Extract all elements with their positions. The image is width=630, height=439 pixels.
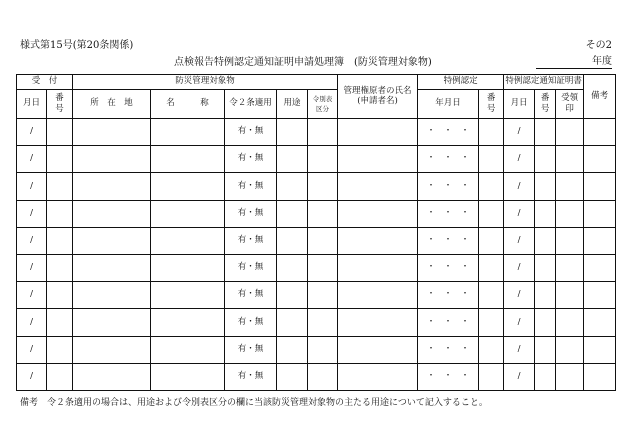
cell-date[interactable]: / — [17, 309, 47, 336]
cell-special-number[interactable] — [479, 254, 504, 281]
cell-cert-date[interactable]: / — [504, 119, 535, 146]
cell-location[interactable] — [73, 363, 151, 390]
table-row — [17, 119, 616, 146]
table-row — [17, 146, 616, 173]
cell-number[interactable] — [47, 173, 73, 200]
cell-special-number[interactable] — [479, 173, 504, 200]
cell-cert-date[interactable]: / — [504, 200, 535, 227]
form-number: 様式第15号(第20条関係) — [20, 40, 134, 51]
cell-number[interactable] — [47, 146, 73, 173]
cell-date[interactable]: / — [17, 254, 47, 281]
header-special-date: 年月日 — [418, 90, 479, 119]
cell-cert-date[interactable]: / — [504, 173, 535, 200]
header-classification-bottom: 区分 — [316, 105, 330, 113]
cell-receipt[interactable] — [556, 309, 584, 336]
cell-use[interactable] — [277, 309, 308, 336]
cell-use[interactable] — [277, 363, 308, 390]
cell-cert-date[interactable]: / — [504, 254, 535, 281]
cell-cert-number[interactable] — [535, 336, 556, 363]
cell-special-number[interactable] — [479, 309, 504, 336]
cell-use[interactable] — [277, 173, 308, 200]
cell-location[interactable] — [73, 309, 151, 336]
cell-special-number[interactable] — [479, 227, 504, 254]
cell-manager[interactable] — [338, 227, 418, 254]
cell-special-date[interactable]: ・ ・ ・ — [418, 282, 479, 309]
cell-cert-number[interactable] — [535, 146, 556, 173]
cell-use[interactable] — [277, 254, 308, 281]
cell-cert-number[interactable] — [535, 119, 556, 146]
cell-location[interactable] — [73, 119, 151, 146]
cell-cert-number[interactable] — [535, 363, 556, 390]
cell-cert-number[interactable] — [535, 282, 556, 309]
header-special-certification: 特例認定 — [418, 75, 504, 90]
cell-classification[interactable] — [308, 282, 338, 309]
table-row — [17, 336, 616, 363]
cell-article2[interactable]: 有・無 — [225, 200, 277, 227]
cell-special-date[interactable]: ・ ・ ・ — [418, 200, 479, 227]
sheet-number: その2 — [585, 40, 612, 51]
header-number — [47, 90, 73, 119]
header-cert-number-top: 番 — [540, 92, 550, 103]
cell-special-date[interactable]: ・ ・ ・ — [418, 336, 479, 363]
cell-article2[interactable]: 有・無 — [225, 119, 277, 146]
header-manager-name — [338, 75, 418, 119]
cell-receipt[interactable] — [556, 282, 584, 309]
cell-special-number[interactable] — [479, 336, 504, 363]
cell-classification[interactable] — [308, 200, 338, 227]
cell-special-number[interactable] — [479, 119, 504, 146]
cell-date[interactable]: / — [17, 200, 47, 227]
cell-article2[interactable]: 有・無 — [225, 254, 277, 281]
cell-name[interactable] — [151, 309, 225, 336]
cell-name[interactable] — [151, 119, 225, 146]
page-title — [174, 53, 432, 68]
header-cert-number-bottom: 号 — [540, 104, 550, 114]
cell-cert-number[interactable] — [535, 254, 556, 281]
cell-cert-date[interactable]: / — [504, 309, 535, 336]
cell-cert-date[interactable]: / — [504, 336, 535, 363]
header-special-number-bottom: 号 — [486, 104, 496, 114]
cell-name[interactable] — [151, 146, 225, 173]
cell-cert-number[interactable] — [535, 309, 556, 336]
fiscal-year-field: 年度 — [536, 52, 612, 69]
cell-cert-date[interactable]: / — [504, 282, 535, 309]
cell-manager[interactable] — [338, 200, 418, 227]
cell-manager[interactable] — [338, 282, 418, 309]
cell-location[interactable] — [73, 227, 151, 254]
table-row — [17, 254, 616, 281]
cell-special-number[interactable] — [479, 200, 504, 227]
register-table — [16, 74, 616, 391]
cell-remarks[interactable] — [584, 227, 616, 254]
header-location: 所 在 地 — [73, 90, 151, 119]
cell-special-number[interactable] — [479, 282, 504, 309]
cell-special-date[interactable]: ・ ・ ・ — [418, 363, 479, 390]
cell-date[interactable]: / — [17, 119, 47, 146]
cell-article2[interactable]: 有・無 — [225, 173, 277, 200]
cell-cert-date[interactable]: / — [504, 227, 535, 254]
cell-special-date[interactable]: ・ ・ ・ — [418, 227, 479, 254]
cell-remarks[interactable] — [584, 200, 616, 227]
cell-date[interactable]: / — [17, 146, 47, 173]
cell-receipt[interactable] — [556, 173, 584, 200]
cell-cert-date[interactable]: / — [504, 363, 535, 390]
header-number-bottom: 号 — [55, 104, 64, 114]
cell-number[interactable] — [47, 282, 73, 309]
cell-special-date[interactable]: ・ ・ ・ — [418, 173, 479, 200]
cell-special-number[interactable] — [479, 363, 504, 390]
register-table-container — [16, 74, 615, 390]
cell-receipt[interactable] — [556, 363, 584, 390]
header-use: 用途 — [277, 90, 308, 119]
header-special-number-top: 番 — [486, 92, 496, 103]
cell-cert-number[interactable] — [535, 200, 556, 227]
title-main: 点検報告特例認定通知証明申請処理簿 — [174, 57, 344, 68]
cell-article2[interactable]: 有・無 — [225, 309, 277, 336]
cell-special-date[interactable]: ・ ・ ・ — [418, 119, 479, 146]
cell-location[interactable] — [73, 173, 151, 200]
cell-article2[interactable]: 有・無 — [225, 363, 277, 390]
header-remarks: 備考 — [584, 75, 616, 119]
cell-use[interactable] — [277, 282, 308, 309]
header-cert-month-day: 月日 — [504, 90, 535, 119]
cell-use[interactable] — [277, 146, 308, 173]
cell-special-date[interactable]: ・ ・ ・ — [418, 146, 479, 173]
header-receipt-top: 受領 — [561, 92, 579, 103]
cell-number[interactable] — [47, 200, 73, 227]
cell-article2[interactable]: 有・無 — [225, 227, 277, 254]
cell-receipt[interactable] — [556, 146, 584, 173]
cell-name[interactable] — [151, 336, 225, 363]
cell-manager[interactable] — [338, 254, 418, 281]
cell-classification[interactable] — [308, 254, 338, 281]
table-row — [17, 363, 616, 390]
cell-remarks[interactable] — [584, 254, 616, 281]
cell-classification[interactable] — [308, 173, 338, 200]
cell-article2[interactable]: 有・無 — [225, 336, 277, 363]
cell-name[interactable] — [151, 363, 225, 390]
header-classification — [308, 90, 338, 119]
cell-use[interactable] — [277, 200, 308, 227]
cell-remarks[interactable] — [584, 119, 616, 146]
cell-date[interactable]: / — [17, 227, 47, 254]
cell-special-date[interactable]: ・ ・ ・ — [418, 254, 479, 281]
cell-cert-number[interactable] — [535, 227, 556, 254]
cell-classification[interactable] — [308, 309, 338, 336]
header-reception: 受 付 — [17, 75, 73, 90]
cell-manager[interactable] — [338, 119, 418, 146]
table-row — [17, 200, 616, 227]
header-number-top: 番 — [55, 92, 64, 103]
table-row — [17, 282, 616, 309]
cell-location[interactable] — [73, 200, 151, 227]
cell-special-date[interactable]: ・ ・ ・ — [418, 309, 479, 336]
header-receipt-seal — [556, 90, 584, 119]
cell-classification[interactable] — [308, 146, 338, 173]
header-receipt-bottom: 印 — [565, 104, 574, 114]
header-target-object: 防災管理対象物 — [73, 75, 338, 90]
cell-classification[interactable] — [308, 119, 338, 146]
header-cert-number — [535, 90, 556, 119]
cell-name[interactable] — [151, 282, 225, 309]
cell-receipt[interactable] — [556, 254, 584, 281]
table-row — [17, 173, 616, 200]
cell-remarks[interactable] — [584, 146, 616, 173]
cell-number[interactable] — [47, 254, 73, 281]
header-special-number — [479, 90, 504, 119]
cell-location[interactable] — [73, 146, 151, 173]
cell-date[interactable]: / — [17, 363, 47, 390]
cell-manager[interactable] — [338, 363, 418, 390]
cell-remarks[interactable] — [584, 309, 616, 336]
header-applicant-label: (申請者名) — [357, 95, 398, 106]
header-certificate-document: 特例認定通知証明書 — [504, 75, 584, 90]
cell-cert-date[interactable]: / — [504, 146, 535, 173]
cell-number[interactable] — [47, 119, 73, 146]
footnote: 備考 令２条適用の場合は、用途および令別表区分の欄に当該防災管理対象物の主たる用途について記入すること。 — [20, 398, 488, 408]
table-row — [17, 227, 616, 254]
cell-name[interactable] — [151, 173, 225, 200]
cell-number[interactable] — [47, 363, 73, 390]
cell-number[interactable] — [47, 336, 73, 363]
cell-cert-number[interactable] — [535, 173, 556, 200]
cell-receipt[interactable] — [556, 227, 584, 254]
cell-manager[interactable] — [338, 336, 418, 363]
cell-classification[interactable] — [308, 336, 338, 363]
cell-use[interactable] — [277, 119, 308, 146]
cell-name[interactable] — [151, 200, 225, 227]
cell-use[interactable] — [277, 227, 308, 254]
cell-manager[interactable] — [338, 173, 418, 200]
cell-number[interactable] — [47, 227, 73, 254]
cell-article2[interactable]: 有・無 — [225, 282, 277, 309]
cell-remarks[interactable] — [584, 336, 616, 363]
cell-date[interactable]: / — [17, 282, 47, 309]
cell-number[interactable] — [47, 309, 73, 336]
header-name: 名 称 — [151, 90, 225, 119]
cell-receipt[interactable] — [556, 336, 584, 363]
cell-remarks[interactable] — [584, 363, 616, 390]
cell-location[interactable] — [73, 282, 151, 309]
cell-remarks[interactable] — [584, 173, 616, 200]
cell-location[interactable] — [73, 254, 151, 281]
cell-location[interactable] — [73, 336, 151, 363]
cell-use[interactable] — [277, 336, 308, 363]
header-article2: 令２条適用 — [225, 90, 277, 119]
header-manager-label: 管理権原者の氏名 — [343, 85, 412, 96]
header-month-day: 月日 — [17, 90, 47, 119]
cell-manager[interactable] — [338, 146, 418, 173]
cell-receipt[interactable] — [556, 200, 584, 227]
table-row — [17, 309, 616, 336]
cell-manager[interactable] — [338, 309, 418, 336]
cell-special-number[interactable] — [479, 146, 504, 173]
cell-classification[interactable] — [308, 363, 338, 390]
cell-remarks[interactable] — [584, 282, 616, 309]
header-classification-top: 令別表 — [312, 94, 333, 103]
cell-name[interactable] — [151, 254, 225, 281]
cell-article2[interactable]: 有・無 — [225, 146, 277, 173]
cell-date[interactable]: / — [17, 173, 47, 200]
cell-date[interactable]: / — [17, 336, 47, 363]
cell-classification[interactable] — [308, 227, 338, 254]
title-subtitle: (防災管理対象物) — [354, 57, 432, 68]
cell-receipt[interactable] — [556, 119, 584, 146]
cell-name[interactable] — [151, 227, 225, 254]
